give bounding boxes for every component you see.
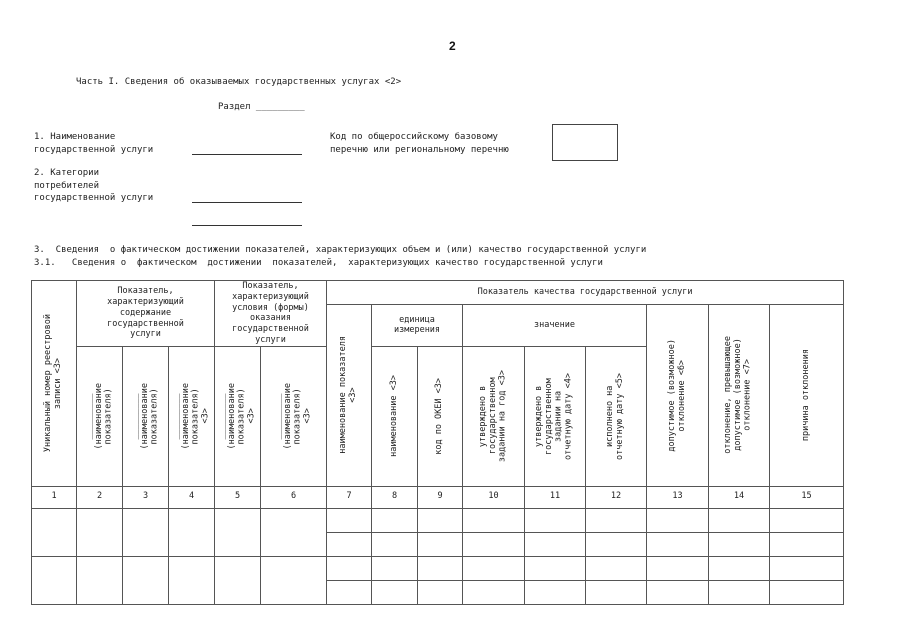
header-unit-name: наименование <3> — [372, 346, 418, 486]
header-value-executed: исполнено на отчетную дату <5> — [586, 346, 647, 486]
table-cell — [327, 508, 372, 532]
consumer-categories-line-2 — [192, 225, 302, 226]
header-content-indicator-1: _________ (наименование показателя) — [77, 346, 123, 486]
consumer-categories-label: 2. Категории потребителей государственной услуги — [34, 168, 154, 203]
table-cell — [647, 580, 709, 604]
table-cell — [770, 508, 844, 532]
service-name-line — [192, 154, 302, 155]
column-number: 5 — [215, 486, 261, 508]
column-number: 14 — [709, 486, 770, 508]
header-content-group: Показатель, характеризующий содержание государственной услуги — [77, 281, 215, 347]
column-number: 4 — [169, 486, 215, 508]
consumer-categories-line-1 — [192, 202, 302, 203]
service-name-label: 1. Наименование государственной услуги — [34, 132, 154, 155]
table-cell — [709, 508, 770, 532]
table-cell — [525, 556, 586, 580]
header-deviation-reason: причина отклонения — [770, 305, 844, 487]
table-cell — [525, 532, 586, 556]
section-label: Раздел _________ — [218, 102, 305, 112]
column-number: 7 — [327, 486, 372, 508]
table-cell — [32, 556, 77, 604]
section-3-heading: 3. Сведения о фактическом достижении показателей, характеризующих объем и (или) качество государственной услуги — [34, 245, 647, 255]
table-cell — [463, 508, 525, 532]
table-cell — [169, 508, 215, 556]
registry-code-box — [552, 124, 618, 161]
header-excess-deviation: отклонение, превышающее допустимое (возможное) отклонение <7> — [709, 305, 770, 487]
table-cell — [372, 580, 418, 604]
table-cell — [586, 556, 647, 580]
table-cell — [770, 556, 844, 580]
column-number: 3 — [123, 486, 169, 508]
table-cell — [418, 580, 463, 604]
header-value-approved-reporting: утверждено в государственном задании на отчетную дату <4> — [525, 346, 586, 486]
table-cell — [372, 508, 418, 532]
table-cell — [123, 556, 169, 604]
header-content-indicator-3: _________ (наименование показателя) <3> — [169, 346, 215, 486]
column-number: 12 — [586, 486, 647, 508]
table-cell — [261, 508, 327, 556]
table-cell — [327, 532, 372, 556]
header-quality-group: Показатель качества государственной услуги — [327, 281, 844, 305]
table-cell — [215, 556, 261, 604]
column-number: 11 — [525, 486, 586, 508]
table-cell — [709, 532, 770, 556]
table-cell — [770, 580, 844, 604]
header-value-group: значение — [463, 305, 647, 347]
table-cell — [123, 508, 169, 556]
table-cell — [770, 532, 844, 556]
table-cell — [215, 508, 261, 556]
registry-code-label: Код по общероссийскому базовому перечню или региональному перечню — [330, 132, 509, 155]
part-title: Часть I. Сведения об оказываемых государственных услугах <2> — [76, 77, 402, 87]
table-cell — [32, 508, 77, 556]
header-conditions-group: Показатель, характеризующий условия (формы) оказания государственной услуги — [215, 281, 327, 347]
header-unit-okei: код по ОКЕИ <3> — [418, 346, 463, 486]
column-number: 13 — [647, 486, 709, 508]
column-number: 9 — [418, 486, 463, 508]
column-number: 1 — [32, 486, 77, 508]
section-3-1-heading: 3.1. Сведения о фактическом достижении показателей, характеризующих качество государственной услуги — [34, 258, 603, 268]
column-number: 6 — [261, 486, 327, 508]
table-cell — [709, 580, 770, 604]
table-cell — [463, 532, 525, 556]
quality-indicators-table — [31, 280, 844, 605]
table-cell — [525, 580, 586, 604]
table-cell — [586, 580, 647, 604]
table-cell — [77, 508, 123, 556]
header-value-approved-year: утверждено в государственном задании на год <3> — [463, 346, 525, 486]
column-number: 15 — [770, 486, 844, 508]
table-cell — [261, 556, 327, 604]
header-condition-indicator-2: _________ (наименование показателя) <3> — [261, 346, 327, 486]
header-unit-group: единица измерения — [372, 305, 463, 347]
table-cell — [418, 532, 463, 556]
table-cell — [586, 532, 647, 556]
table-cell — [372, 556, 418, 580]
table-cell — [77, 556, 123, 604]
header-content-indicator-2: _________ (наименование показателя) — [123, 346, 169, 486]
table-cell — [709, 556, 770, 580]
table-cell — [418, 508, 463, 532]
table-cell — [586, 508, 647, 532]
table-cell — [463, 556, 525, 580]
table-cell — [327, 580, 372, 604]
header-condition-indicator-1: _________ (наименование показателя) <3> — [215, 346, 261, 486]
table-cell — [647, 508, 709, 532]
table-cell — [327, 556, 372, 580]
table-cell — [372, 532, 418, 556]
table-cell — [647, 556, 709, 580]
header-tolerance: допустимое (возможное) отклонение <6> — [647, 305, 709, 487]
header-indicator-name: наименование показателя <3> — [327, 305, 372, 487]
column-number: 2 — [77, 486, 123, 508]
table-cell — [463, 580, 525, 604]
column-number: 8 — [372, 486, 418, 508]
table-cell — [525, 508, 586, 532]
table-cell — [647, 532, 709, 556]
table-cell — [418, 556, 463, 580]
page-number: 2 — [449, 39, 456, 53]
table-cell — [169, 556, 215, 604]
header-registry-number: Уникальный номер реестровой записи <3> — [32, 281, 77, 487]
column-number: 10 — [463, 486, 525, 508]
